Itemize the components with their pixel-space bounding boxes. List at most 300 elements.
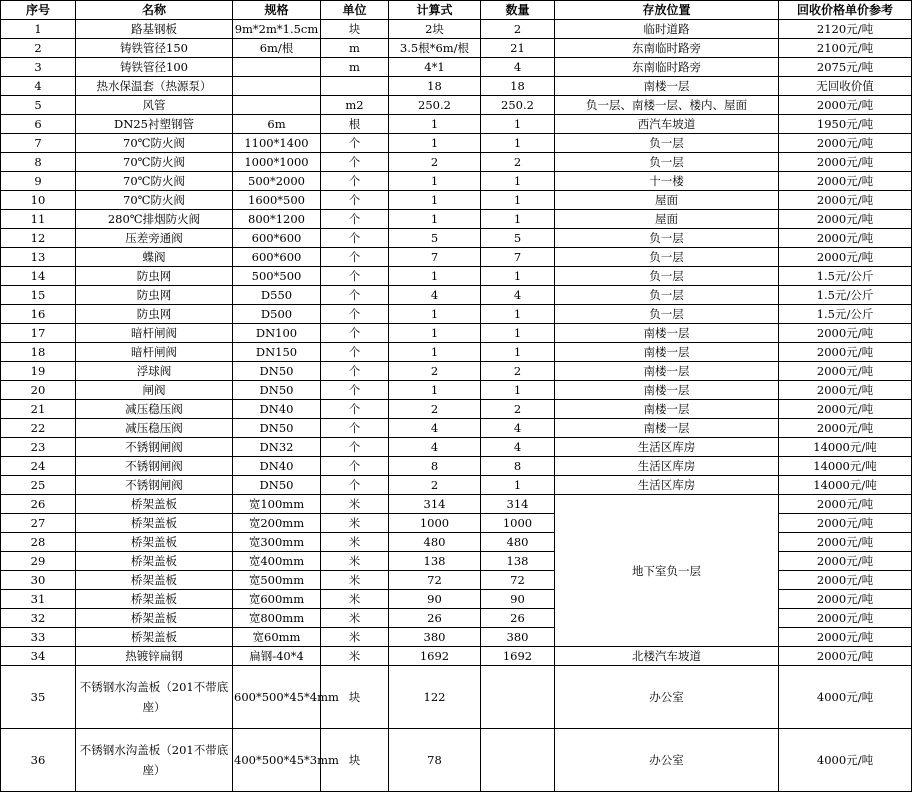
cell-location: 负一层 <box>555 248 779 267</box>
cell-name: 桥架盖板 <box>76 609 233 628</box>
table-row <box>1 324 912 343</box>
cell-quantity: 4 <box>481 438 555 457</box>
cell-quantity: 1 <box>481 172 555 191</box>
cell-quantity: 2 <box>481 20 555 39</box>
cell-quantity: 4 <box>481 419 555 438</box>
cell-spec: 宽300mm <box>233 533 321 552</box>
cell-location: 负一层 <box>555 134 779 153</box>
cell-index: 36 <box>1 729 76 792</box>
cell-price: 2120元/吨 <box>779 20 912 39</box>
cell-name: 70℃防火阀 <box>76 191 233 210</box>
cell-unit: 个 <box>321 476 389 495</box>
cell-quantity <box>481 729 555 792</box>
cell-quantity: 1 <box>481 267 555 286</box>
cell-quantity <box>481 666 555 729</box>
cell-spec: 宽100mm <box>233 495 321 514</box>
cell-price: 2000元/吨 <box>779 343 912 362</box>
cell-formula: 480 <box>389 533 481 552</box>
cell-name: 压差旁通阀 <box>76 229 233 248</box>
cell-name: 不锈钢水沟盖板（201不带底座） <box>76 729 233 792</box>
cell-spec: 宽800mm <box>233 609 321 628</box>
cell-name: 铸铁管径100 <box>76 58 233 77</box>
cell-name: 减压稳压阀 <box>76 419 233 438</box>
cell-formula: 4 <box>389 419 481 438</box>
cell-price: 1950元/吨 <box>779 115 912 134</box>
cell-unit: 块 <box>321 666 389 729</box>
table-row <box>1 77 912 96</box>
cell-location: 南楼一层 <box>555 324 779 343</box>
cell-quantity: 250.2 <box>481 96 555 115</box>
cell-spec: 1100*1400 <box>233 134 321 153</box>
cell-unit: 个 <box>321 248 389 267</box>
cell-quantity: 5 <box>481 229 555 248</box>
cell-index: 7 <box>1 134 76 153</box>
cell-quantity: 1 <box>481 134 555 153</box>
cell-index: 30 <box>1 571 76 590</box>
cell-price: 1.5元/公斤 <box>779 286 912 305</box>
cell-unit: 米 <box>321 571 389 590</box>
cell-name: 桥架盖板 <box>76 514 233 533</box>
table-row <box>1 457 912 476</box>
table-row <box>1 381 912 400</box>
cell-formula: 1 <box>389 343 481 362</box>
cell-spec: D500 <box>233 305 321 324</box>
cell-quantity: 2 <box>481 400 555 419</box>
header-cell-name: 名称 <box>76 1 233 20</box>
cell-formula: 122 <box>389 666 481 729</box>
cell-price: 2000元/吨 <box>779 419 912 438</box>
cell-unit: 个 <box>321 210 389 229</box>
cell-price: 2000元/吨 <box>779 362 912 381</box>
cell-formula: 1 <box>389 115 481 134</box>
cell-price: 2000元/吨 <box>779 609 912 628</box>
cell-quantity: 4 <box>481 58 555 77</box>
cell-location: 东南临时路旁 <box>555 58 779 77</box>
cell-location: 南楼一层 <box>555 343 779 362</box>
cell-name: 不锈钢闸阀 <box>76 438 233 457</box>
cell-quantity: 21 <box>481 39 555 58</box>
cell-index: 16 <box>1 305 76 324</box>
table-row <box>1 647 912 666</box>
cell-index: 29 <box>1 552 76 571</box>
cell-index: 1 <box>1 20 76 39</box>
cell-formula: 1 <box>389 324 481 343</box>
cell-unit: 米 <box>321 533 389 552</box>
table-row <box>1 343 912 362</box>
cell-quantity: 1 <box>481 115 555 134</box>
cell-index: 28 <box>1 533 76 552</box>
cell-formula: 4 <box>389 438 481 457</box>
cell-price: 2000元/吨 <box>779 533 912 552</box>
table-row <box>1 400 912 419</box>
table-body <box>1 20 912 792</box>
cell-unit: 米 <box>321 590 389 609</box>
cell-name: 不锈钢闸阀 <box>76 476 233 495</box>
cell-quantity: 8 <box>481 457 555 476</box>
header-cell-spec: 规格 <box>233 1 321 20</box>
cell-quantity: 380 <box>481 628 555 647</box>
cell-name: DN25衬塑钢管 <box>76 115 233 134</box>
cell-spec: 800*1200 <box>233 210 321 229</box>
cell-price: 1.5元/公斤 <box>779 305 912 324</box>
cell-unit: m <box>321 39 389 58</box>
cell-formula: 2 <box>389 153 481 172</box>
table-row <box>1 438 912 457</box>
cell-index: 24 <box>1 457 76 476</box>
cell-formula: 1000 <box>389 514 481 533</box>
table-row <box>1 96 912 115</box>
cell-index: 26 <box>1 495 76 514</box>
cell-name: 闸阀 <box>76 381 233 400</box>
cell-location: 生活区库房 <box>555 476 779 495</box>
cell-index: 23 <box>1 438 76 457</box>
cell-spec: 400*500*45*3mm <box>233 729 321 792</box>
cell-spec: DN40 <box>233 400 321 419</box>
table-row <box>1 666 912 729</box>
cell-unit: 个 <box>321 419 389 438</box>
cell-formula: 26 <box>389 609 481 628</box>
header-cell-location: 存放位置 <box>555 1 779 20</box>
cell-quantity: 1 <box>481 343 555 362</box>
cell-price: 2000元/吨 <box>779 210 912 229</box>
cell-price: 14000元/吨 <box>779 457 912 476</box>
cell-price: 4000元/吨 <box>779 666 912 729</box>
cell-spec <box>233 77 321 96</box>
cell-spec: DN50 <box>233 362 321 381</box>
cell-price: 2000元/吨 <box>779 172 912 191</box>
cell-price: 14000元/吨 <box>779 476 912 495</box>
cell-unit: 米 <box>321 514 389 533</box>
cell-spec: DN50 <box>233 381 321 400</box>
table-row <box>1 248 912 267</box>
cell-price: 2000元/吨 <box>779 248 912 267</box>
cell-unit: 个 <box>321 400 389 419</box>
cell-spec: 500*2000 <box>233 172 321 191</box>
cell-location: 十一楼 <box>555 172 779 191</box>
cell-index: 13 <box>1 248 76 267</box>
cell-name: 桥架盖板 <box>76 590 233 609</box>
cell-name: 风管 <box>76 96 233 115</box>
cell-location: 临时道路 <box>555 20 779 39</box>
cell-formula: 1 <box>389 134 481 153</box>
cell-price: 2000元/吨 <box>779 628 912 647</box>
header-cell-quantity: 数量 <box>481 1 555 20</box>
cell-location: 负一层 <box>555 153 779 172</box>
cell-price: 14000元/吨 <box>779 438 912 457</box>
cell-quantity: 2 <box>481 153 555 172</box>
cell-spec: DN150 <box>233 343 321 362</box>
cell-name: 防虫网 <box>76 305 233 324</box>
cell-location: 南楼一层 <box>555 77 779 96</box>
cell-unit <box>321 77 389 96</box>
table-row <box>1 210 912 229</box>
cell-location: 生活区库房 <box>555 457 779 476</box>
cell-quantity: 4 <box>481 286 555 305</box>
cell-formula: 3.5根*6m/根 <box>389 39 481 58</box>
cell-quantity: 26 <box>481 609 555 628</box>
table-row <box>1 267 912 286</box>
cell-name: 热镀锌扁钢 <box>76 647 233 666</box>
cell-index: 34 <box>1 647 76 666</box>
cell-index: 18 <box>1 343 76 362</box>
cell-name: 桥架盖板 <box>76 533 233 552</box>
cell-unit: 米 <box>321 628 389 647</box>
cell-location: 南楼一层 <box>555 362 779 381</box>
cell-location: 屋面 <box>555 210 779 229</box>
cell-quantity: 1 <box>481 191 555 210</box>
cell-index: 6 <box>1 115 76 134</box>
cell-price: 2000元/吨 <box>779 552 912 571</box>
header-row <box>1 1 912 20</box>
cell-name: 铸铁管径150 <box>76 39 233 58</box>
cell-quantity: 1 <box>481 381 555 400</box>
cell-price: 2000元/吨 <box>779 514 912 533</box>
cell-spec <box>233 58 321 77</box>
cell-formula: 7 <box>389 248 481 267</box>
cell-spec: 600*600 <box>233 229 321 248</box>
table-row <box>1 229 912 248</box>
cell-unit: 个 <box>321 229 389 248</box>
cell-quantity: 72 <box>481 571 555 590</box>
cell-unit: 根 <box>321 115 389 134</box>
cell-index: 15 <box>1 286 76 305</box>
cell-spec <box>233 96 321 115</box>
cell-unit: 个 <box>321 191 389 210</box>
cell-index: 32 <box>1 609 76 628</box>
cell-unit: 个 <box>321 286 389 305</box>
cell-quantity: 480 <box>481 533 555 552</box>
cell-formula: 1692 <box>389 647 481 666</box>
cell-price: 2000元/吨 <box>779 400 912 419</box>
cell-name: 桥架盖板 <box>76 552 233 571</box>
cell-unit: 块 <box>321 729 389 792</box>
cell-unit: 米 <box>321 609 389 628</box>
cell-index: 20 <box>1 381 76 400</box>
header-cell-index: 序号 <box>1 1 76 20</box>
table-row <box>1 362 912 381</box>
cell-quantity: 314 <box>481 495 555 514</box>
cell-quantity: 1 <box>481 324 555 343</box>
cell-index: 17 <box>1 324 76 343</box>
cell-name: 桥架盖板 <box>76 628 233 647</box>
cell-index: 14 <box>1 267 76 286</box>
table-row <box>1 305 912 324</box>
cell-spec: 6m/根 <box>233 39 321 58</box>
cell-spec: DN100 <box>233 324 321 343</box>
cell-name: 路基钢板 <box>76 20 233 39</box>
cell-formula: 380 <box>389 628 481 647</box>
cell-spec: 600*500*45*4mm <box>233 666 321 729</box>
table-row <box>1 191 912 210</box>
cell-unit: 个 <box>321 362 389 381</box>
cell-location: 负一层 <box>555 267 779 286</box>
cell-name: 防虫网 <box>76 267 233 286</box>
cell-unit: 个 <box>321 134 389 153</box>
cell-quantity: 1692 <box>481 647 555 666</box>
cell-spec: 6m <box>233 115 321 134</box>
cell-formula: 90 <box>389 590 481 609</box>
cell-formula: 314 <box>389 495 481 514</box>
cell-location: 负一层 <box>555 229 779 248</box>
cell-location: 南楼一层 <box>555 381 779 400</box>
cell-price: 2000元/吨 <box>779 191 912 210</box>
cell-name: 蝶阀 <box>76 248 233 267</box>
cell-formula: 2 <box>389 476 481 495</box>
cell-name: 280℃排烟防火阀 <box>76 210 233 229</box>
cell-location: 负一层、南楼一层、楼内、屋面 <box>555 96 779 115</box>
cell-unit: 米 <box>321 552 389 571</box>
cell-spec: 9m*2m*1.5cm <box>233 20 321 39</box>
cell-name: 70℃防火阀 <box>76 134 233 153</box>
cell-index: 10 <box>1 191 76 210</box>
cell-formula: 1 <box>389 305 481 324</box>
cell-quantity: 138 <box>481 552 555 571</box>
cell-name: 防虫网 <box>76 286 233 305</box>
cell-spec: 1600*500 <box>233 191 321 210</box>
cell-index: 31 <box>1 590 76 609</box>
cell-formula: 4 <box>389 286 481 305</box>
cell-index: 19 <box>1 362 76 381</box>
table-row <box>1 172 912 191</box>
cell-index: 5 <box>1 96 76 115</box>
cell-formula: 1 <box>389 267 481 286</box>
cell-quantity: 18 <box>481 77 555 96</box>
cell-formula: 1 <box>389 191 481 210</box>
cell-quantity: 90 <box>481 590 555 609</box>
cell-index: 3 <box>1 58 76 77</box>
cell-spec: 宽600mm <box>233 590 321 609</box>
cell-formula: 72 <box>389 571 481 590</box>
cell-spec: DN40 <box>233 457 321 476</box>
cell-spec: DN32 <box>233 438 321 457</box>
cell-price: 2000元/吨 <box>779 647 912 666</box>
cell-location: 负一层 <box>555 305 779 324</box>
cell-location: 办公室 <box>555 666 779 729</box>
cell-price: 1.5元/公斤 <box>779 267 912 286</box>
cell-price: 2000元/吨 <box>779 495 912 514</box>
cell-formula: 8 <box>389 457 481 476</box>
cell-unit: 个 <box>321 457 389 476</box>
table-row <box>1 476 912 495</box>
cell-formula: 4*1 <box>389 58 481 77</box>
cell-location: 南楼一层 <box>555 400 779 419</box>
cell-location: 生活区库房 <box>555 438 779 457</box>
table-row <box>1 20 912 39</box>
cell-name: 减压稳压阀 <box>76 400 233 419</box>
cell-index: 21 <box>1 400 76 419</box>
cell-quantity: 1 <box>481 476 555 495</box>
table-row <box>1 115 912 134</box>
cell-index: 22 <box>1 419 76 438</box>
cell-unit: 个 <box>321 267 389 286</box>
cell-unit: 个 <box>321 324 389 343</box>
cell-formula: 1 <box>389 210 481 229</box>
cell-unit: m2 <box>321 96 389 115</box>
cell-name: 70℃防火阀 <box>76 153 233 172</box>
header-cell-unit: 单位 <box>321 1 389 20</box>
cell-spec: D550 <box>233 286 321 305</box>
cell-unit: 个 <box>321 438 389 457</box>
table-row <box>1 39 912 58</box>
cell-quantity: 1 <box>481 305 555 324</box>
cell-quantity: 2 <box>481 362 555 381</box>
cell-formula: 2 <box>389 362 481 381</box>
cell-price: 4000元/吨 <box>779 729 912 792</box>
table-row <box>1 286 912 305</box>
cell-name: 浮球阀 <box>76 362 233 381</box>
cell-location: 东南临时路旁 <box>555 39 779 58</box>
cell-formula: 2块 <box>389 20 481 39</box>
cell-location: 办公室 <box>555 729 779 792</box>
header-cell-price: 回收价格单价参考 <box>779 1 912 20</box>
cell-spec: 宽200mm <box>233 514 321 533</box>
cell-quantity: 7 <box>481 248 555 267</box>
cell-price: 2000元/吨 <box>779 571 912 590</box>
cell-index: 2 <box>1 39 76 58</box>
table-row <box>1 153 912 172</box>
cell-location: 南楼一层 <box>555 419 779 438</box>
cell-spec: DN50 <box>233 476 321 495</box>
cell-index: 4 <box>1 77 76 96</box>
cell-location: 西汽车坡道 <box>555 115 779 134</box>
cell-spec: 1000*1000 <box>233 153 321 172</box>
cell-price: 2000元/吨 <box>779 324 912 343</box>
cell-unit: 块 <box>321 20 389 39</box>
cell-index: 9 <box>1 172 76 191</box>
cell-name: 桥架盖板 <box>76 495 233 514</box>
cell-spec: 500*500 <box>233 267 321 286</box>
cell-location: 北楼汽车坡道 <box>555 647 779 666</box>
cell-spec: 宽500mm <box>233 571 321 590</box>
table-row <box>1 419 912 438</box>
cell-price: 2000元/吨 <box>779 134 912 153</box>
cell-spec: 600*600 <box>233 248 321 267</box>
cell-name: 70℃防火阀 <box>76 172 233 191</box>
cell-index: 11 <box>1 210 76 229</box>
cell-formula: 1 <box>389 172 481 191</box>
cell-location: 负一层 <box>555 286 779 305</box>
cell-formula: 78 <box>389 729 481 792</box>
cell-price: 2100元/吨 <box>779 39 912 58</box>
cell-formula: 138 <box>389 552 481 571</box>
cell-spec: 宽400mm <box>233 552 321 571</box>
cell-formula: 5 <box>389 229 481 248</box>
cell-name: 热水保温套（热源泵） <box>76 77 233 96</box>
cell-name: 桥架盖板 <box>76 571 233 590</box>
cell-index: 12 <box>1 229 76 248</box>
cell-price: 2075元/吨 <box>779 58 912 77</box>
cell-price: 2000元/吨 <box>779 153 912 172</box>
cell-price: 2000元/吨 <box>779 590 912 609</box>
cell-spec: 宽60mm <box>233 628 321 647</box>
table-row <box>1 495 912 514</box>
cell-name: 暗杆闸阀 <box>76 343 233 362</box>
table-row <box>1 134 912 153</box>
cell-unit: 个 <box>321 381 389 400</box>
cell-quantity: 1000 <box>481 514 555 533</box>
header-cell-formula: 计算式 <box>389 1 481 20</box>
cell-price: 2000元/吨 <box>779 229 912 248</box>
cell-unit: 米 <box>321 647 389 666</box>
cell-name: 不锈钢水沟盖板（201不带底座） <box>76 666 233 729</box>
cell-name: 不锈钢闸阀 <box>76 457 233 476</box>
cell-formula: 2 <box>389 400 481 419</box>
cell-formula: 18 <box>389 77 481 96</box>
cell-price: 无回收价值 <box>779 77 912 96</box>
cell-unit: 个 <box>321 172 389 191</box>
cell-unit: 个 <box>321 343 389 362</box>
cell-unit: 个 <box>321 305 389 324</box>
